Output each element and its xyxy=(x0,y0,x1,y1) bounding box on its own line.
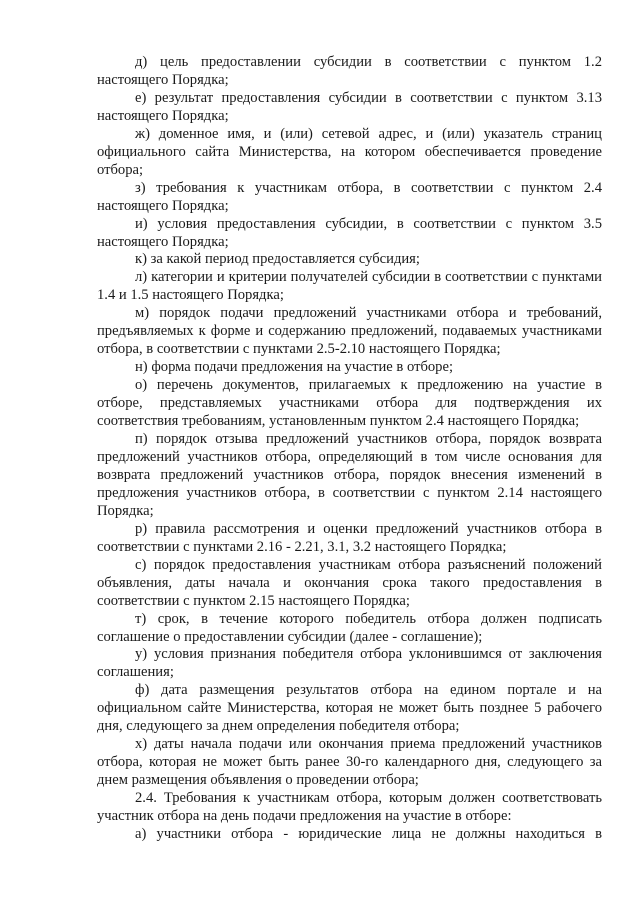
list-item-t: т) срок, в течение которого победитель отбора должен подписать соглашение о предоставлении субсидии (далее - соглашение); xyxy=(97,610,602,645)
list-item-k: к) за какой период предоставляется субсидия; xyxy=(135,251,420,268)
list-item-n: н) форма подачи предложения на участие в отборе; xyxy=(135,359,454,376)
list-item-u: у) условия признания победителя отбора уклонившимся от заключения соглашения; xyxy=(97,646,602,681)
list-item-z: з) требования к участникам отбора, в соответствии с пунктом 2.4 настоящего Порядка; xyxy=(97,179,602,214)
document-page xyxy=(97,54,602,844)
list-item-a: а) участники отбора - юридические лица не должны находиться в xyxy=(135,825,602,842)
list-item-o: о) перечень документов, прилагаемых к предложению на участие в отборе, представляемых участниками отбора для подтверждения их соответствия требованиям, установленным пунктом 2.4 настоящего Порядка; xyxy=(97,377,602,430)
section-2-4-paragraph: 2.4. Требования к участникам отбора, которым должен соответствовать участник отбора на день подачи предложения на участие в отборе: xyxy=(97,790,602,825)
list-item-p: п) порядок отзыва предложений участников отбора, порядок возврата предложений участников отбора, определяющий в том числе основания для возврата предложений участников отбора, порядок внесения изменений в предложения участников отбора, в соответствии с пунктом 2.14 настоящего Порядка; xyxy=(97,431,602,519)
list-item-l: л) категории и критерии получателей субсидии в соответствии с пунктами 1.4 и 1.5 настоящего Порядка; xyxy=(97,269,602,304)
list-item-r: р) правила рассмотрения и оценки предложений участников отбора в соответствии с пунктами 2.16 - 2.21, 3.1, 3.2 настоящего Порядка; xyxy=(97,520,602,555)
list-item-m: м) порядок подачи предложений участниками отбора и требований, предъявляемых к форме и содержанию предложений, подаваемых участниками отбора, в соответствии с пунктами 2.5-2.10 настоящего Порядка; xyxy=(97,305,602,358)
list-item-kh: х) даты начала подачи или окончания приема предложений участников отбора, которая не может быть ранее 30-го календарного дня, следующего за днем размещения объявления о проведении отбора; xyxy=(97,736,602,789)
list-item-i: и) условия предоставления субсидии, в соответствии с пунктом 3.5 настоящего Порядка; xyxy=(97,215,602,250)
list-item-s: с) порядок предоставления участникам отбора разъяснений положений объявления, даты начала и окончания срока такого предоставления в соответствии с пунктом 2.15 настоящего Порядка; xyxy=(97,556,602,609)
list-item-f: ф) дата размещения результатов отбора на едином портале и на официальном сайте Министерства, которая не может быть позднее 5 рабочего дня, следующего за днем определения победителя отбора; xyxy=(97,682,602,735)
list-item-zh: ж) доменное имя, и (или) сетевой адрес, и (или) указатель страниц официального сайта Министерства, на котором обеспечивается проведение отбора; xyxy=(97,125,602,178)
list-item-d: д) цель предоставлении субсидии в соответствии с пунктом 1.2 настоящего Порядка; xyxy=(97,54,602,88)
list-item-e: е) результат предоставления субсидии в соответствии с пунктом 3.13 настоящего Порядка; xyxy=(97,89,602,124)
